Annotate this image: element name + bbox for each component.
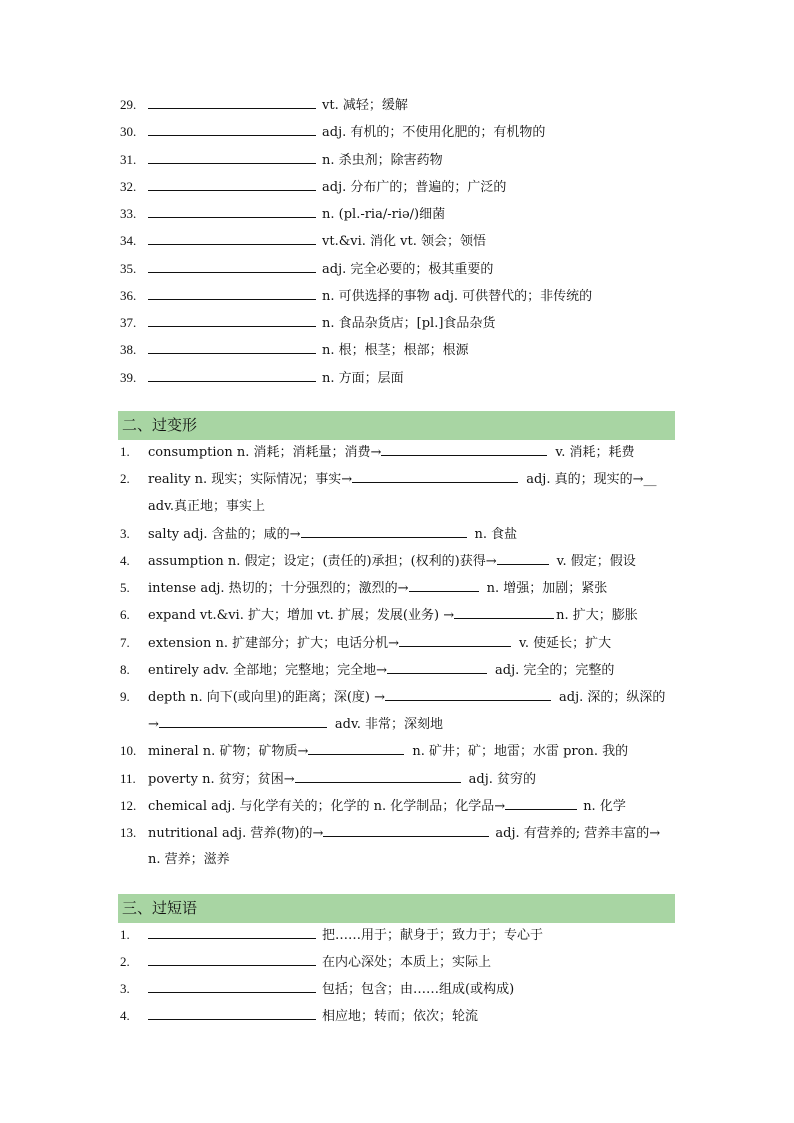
answer-blank[interactable] — [454, 605, 554, 619]
item-number: 39. — [120, 370, 137, 385]
item-number: 9. — [120, 689, 130, 704]
continuation — [148, 714, 443, 734]
answer-blank[interactable] — [381, 442, 547, 456]
vocab-row — [120, 259, 676, 279]
phrase-row — [120, 925, 676, 945]
answer-suffix: adj. 贫穷的 — [468, 772, 537, 787]
definition: n. 根；根茎；根部；根源 — [322, 343, 469, 358]
item-number: 1. — [120, 444, 130, 459]
prompt: salty adj. 含盐的；咸的→ — [148, 527, 301, 542]
item-number: 12. — [120, 798, 137, 813]
phrase-row — [120, 952, 676, 972]
definition: n. (pl.-ria/-riə/)细菌 — [322, 207, 446, 222]
section-header: 二、过变形 — [118, 411, 675, 440]
item-number: 2. — [120, 954, 130, 969]
answer-blank[interactable] — [148, 925, 316, 939]
item-number: 5. — [120, 580, 130, 595]
item-number: 1. — [120, 927, 130, 942]
answer-suffix: n. 增强；加剧；紧张 — [486, 581, 608, 596]
prompt: nutritional adj. 营养(物)的→ — [148, 826, 324, 841]
definition: adj. 完全必要的；极其重要的 — [322, 262, 494, 277]
definition: n. 可供选择的事物 adj. 可供替代的；非传统的 — [322, 289, 593, 304]
answer-blank[interactable] — [385, 687, 551, 701]
item-number: 10. — [120, 743, 137, 758]
answer-blank[interactable] — [148, 368, 316, 382]
answer-suffix: n. 化学 — [583, 799, 626, 814]
definition: 把……用于；献身于；致力于；专心于 — [322, 928, 544, 943]
definition: 在内心深处；本质上；实际上 — [322, 955, 492, 970]
answer-blank[interactable] — [148, 259, 316, 273]
definition: 相应地；转而；依次；轮流 — [322, 1009, 479, 1024]
prompt: reality n. 现实；实际情况；事实→ — [148, 472, 353, 487]
answer-blank[interactable] — [399, 633, 511, 647]
prompt: chemical adj. 与化学有关的；化学的 n. 化学制品；化学品→ — [148, 799, 506, 814]
prompt: depth n. 向下(或向里)的距离；深(度) → — [148, 690, 386, 705]
phrase-row — [120, 1006, 676, 1026]
answer-blank[interactable] — [295, 769, 461, 783]
definition: adj. 有机的；不使用化肥的；有机物的 — [322, 125, 546, 140]
item-number: 30. — [120, 124, 137, 139]
answer-blank[interactable] — [148, 150, 316, 164]
vocab-row — [120, 368, 676, 388]
answer-suffix: n. 食盐 — [474, 527, 518, 542]
form-row — [120, 605, 676, 625]
item-number: 31. — [120, 152, 137, 167]
vocab-row — [120, 313, 676, 333]
answer-blank[interactable] — [323, 823, 489, 837]
prompt: entirely adv. 全部地；完整地；完全地→ — [148, 663, 388, 678]
answer-suffix: v. 假定；假设 — [556, 554, 636, 569]
definition: vt. 减轻；缓解 — [322, 98, 408, 113]
answer-suffix: adj. 有营养的; 营养丰富的→ — [495, 826, 661, 841]
answer-blank[interactable] — [148, 313, 316, 327]
phrase-row — [120, 979, 676, 999]
answer-blank[interactable] — [148, 95, 316, 109]
item-number: 36. — [120, 288, 137, 303]
definition: n. 杀虫剂；除害药物 — [322, 153, 443, 168]
definition: 包括；包含；由……组成(或构成) — [322, 982, 515, 997]
answer-blank[interactable] — [148, 122, 316, 136]
item-number: 3. — [120, 981, 130, 996]
answer-blank[interactable] — [497, 551, 549, 565]
answer-blank[interactable] — [148, 952, 316, 966]
answer-blank[interactable] — [159, 714, 327, 728]
definition: adj. 分布广的；普遍的；广泛的 — [322, 180, 507, 195]
answer-blank[interactable] — [148, 286, 316, 300]
answer-suffix: adj. 真的；现实的→__ — [526, 472, 657, 487]
form-row — [120, 741, 676, 761]
vocab-row — [120, 286, 676, 306]
form-row — [120, 660, 676, 680]
prompt: mineral n. 矿物；矿物质→ — [148, 744, 309, 759]
form-row — [120, 769, 676, 789]
item-number: 11. — [120, 771, 136, 786]
item-number: 38. — [120, 342, 137, 357]
answer-suffix: adj. 完全的；完整的 — [495, 663, 615, 678]
continuation: n. 营养；滋养 — [148, 852, 230, 867]
item-number: 4. — [120, 1008, 130, 1023]
section-header: 三、过短语 — [118, 894, 675, 923]
continuation: adv.真正地；事实上 — [148, 499, 266, 514]
item-number: 35. — [120, 261, 137, 276]
item-number: 13. — [120, 825, 137, 840]
answer-suffix: v. 消耗；耗费 — [555, 445, 635, 460]
answer-blank[interactable] — [505, 796, 577, 810]
answer-suffix: adj. 深的；纵深的 — [559, 690, 666, 705]
item-number: 4. — [120, 553, 130, 568]
prompt: poverty n. 贫穷；贫困→ — [148, 772, 295, 787]
answer-blank[interactable] — [148, 231, 316, 245]
arrow: → — [148, 717, 159, 732]
form-row — [120, 442, 676, 462]
item-number: 34. — [120, 233, 137, 248]
definition: n. 方面；层面 — [322, 371, 404, 386]
prompt: intense adj. 热切的；十分强烈的；激烈的→ — [148, 581, 409, 596]
prompt: extension n. 扩建部分；扩大；电话分机→ — [148, 636, 400, 651]
item-number: 8. — [120, 662, 130, 677]
form-row — [120, 823, 676, 843]
vocab-row — [120, 150, 676, 170]
definition: vt.&vi. 消化 vt. 领会；领悟 — [322, 234, 487, 249]
answer-blank[interactable] — [301, 524, 467, 538]
definition: n. 食品杂货店；[pl.]食品杂货 — [322, 316, 496, 331]
item-number: 33. — [120, 206, 137, 221]
vocab-row — [120, 177, 676, 197]
answer-blank[interactable] — [148, 979, 316, 993]
form-row — [120, 687, 676, 707]
form-row — [120, 796, 676, 816]
answer-blank[interactable] — [148, 204, 316, 218]
form-row — [120, 633, 676, 653]
answer-blank[interactable] — [352, 469, 518, 483]
item-number: 2. — [120, 471, 130, 486]
answer-suffix: n. 扩大；膨胀 — [556, 608, 638, 623]
vocab-row — [120, 95, 676, 115]
item-number: 7. — [120, 635, 130, 650]
form-row — [120, 578, 676, 598]
vocab-row — [120, 204, 676, 224]
prompt: consumption n. 消耗；消耗量；消费→ — [148, 445, 382, 460]
answer-suffix: v. 使延长；扩大 — [519, 636, 612, 651]
vocab-row — [120, 340, 676, 360]
answer-suffix: n. 矿井；矿；地雷；水雷 pron. 我的 — [412, 744, 629, 759]
vocab-row — [120, 122, 676, 142]
item-number: 3. — [120, 526, 130, 541]
item-number: 37. — [120, 315, 137, 330]
answer-blank[interactable] — [148, 1006, 316, 1020]
answer-blank[interactable] — [409, 578, 479, 592]
answer-blank[interactable] — [148, 340, 316, 354]
form-row — [120, 551, 676, 571]
item-number: 32. — [120, 179, 137, 194]
item-number: 6. — [120, 607, 130, 622]
answer-suffix: adv. 非常；深刻地 — [334, 717, 444, 732]
prompt: assumption n. 假定；设定；(责任的)承担；(权利的)获得→ — [148, 554, 497, 569]
answer-blank[interactable] — [387, 660, 487, 674]
form-row — [120, 524, 676, 544]
answer-blank[interactable] — [308, 741, 404, 755]
answer-blank[interactable] — [148, 177, 316, 191]
prompt: expand vt.&vi. 扩大；增加 vt. 扩展；发展(业务) → — [148, 608, 455, 623]
vocab-row — [120, 231, 676, 251]
form-row — [120, 469, 676, 489]
item-number: 29. — [120, 97, 137, 112]
